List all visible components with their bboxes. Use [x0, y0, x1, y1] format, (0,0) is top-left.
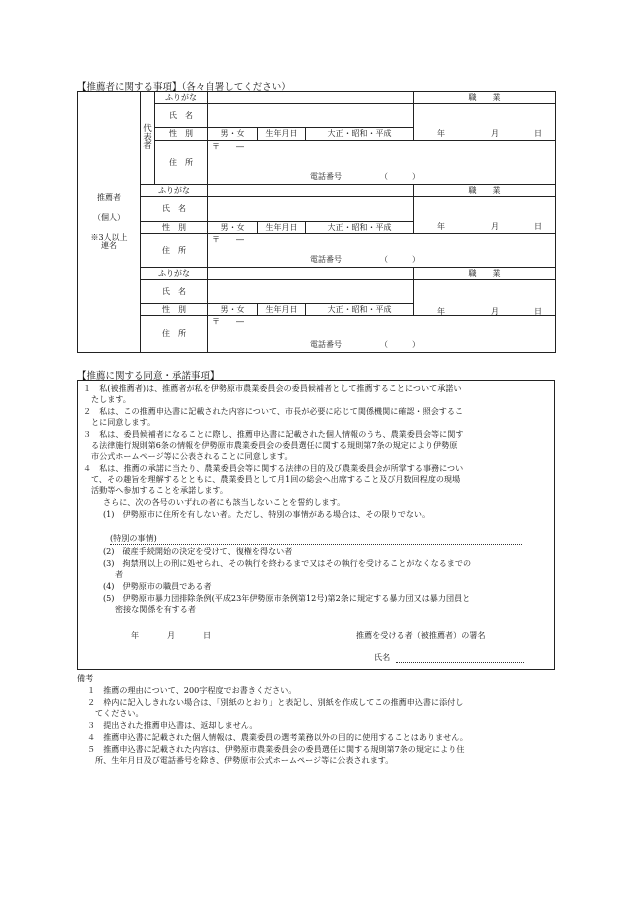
- note-line: １ 推薦の理由について、200字程度でお書きください。: [87, 685, 297, 695]
- year-label-3: 年: [437, 307, 445, 316]
- furigana-label: ふりがな: [155, 92, 208, 104]
- paren-close-2: ）: [412, 255, 420, 264]
- note-line: ４ 推薦申込書に記載された個人情報は、農業委員の選考業務以外の目的に使用することはありません。: [87, 732, 468, 742]
- name-field-1[interactable]: [208, 104, 414, 128]
- paren-open: （: [380, 172, 388, 181]
- gender-label-3: 性 別: [141, 304, 208, 316]
- note-line: ５ 推薦申込書に記載された内容は、伊勢原市農業委員会の委員選任に関する規則第7条の規定により住: [87, 744, 465, 754]
- era-options-3[interactable]: 大正・昭和・平成: [306, 304, 414, 316]
- recommender-table: [77, 91, 556, 353]
- individual-label: （個人）: [93, 213, 125, 222]
- rep-char-3: 者: [143, 141, 152, 152]
- name-label-2: 氏 名: [141, 197, 208, 222]
- month-label-2: 月: [491, 222, 499, 231]
- note-line: てください。: [95, 708, 144, 718]
- condition-item: (5) 伊勢原市暴力団排除条例(平成23年伊勢原市条例第12号)第2条に規定する暴力団又は暴力団員と: [103, 593, 471, 603]
- consent-line: 活動等へ参加することを承諾します。: [91, 485, 228, 495]
- note-line: ３ 提出された推薦申込書は、返却しません。: [87, 720, 258, 730]
- address-label-3: 住 所: [141, 316, 208, 353]
- day-label-1: 日: [534, 129, 542, 138]
- consent-line: ２ 私は、この推薦申込書に記載された内容について、市長が必要に応じて関係機関に確認・照会するこ: [83, 406, 464, 416]
- joint-names-note: 連名: [101, 241, 117, 250]
- month-label-3: 月: [491, 307, 499, 316]
- gender-options-1[interactable]: 男・女: [208, 128, 258, 141]
- gender-label-2: 性 別: [141, 222, 208, 234]
- signature-name-label: 氏名: [374, 652, 391, 662]
- condition-item: (3) 拘禁刑以上の刑に処せられ、その執行を終わるまで又はその執行を受けることがなくなるまでの: [103, 558, 472, 568]
- postal-mark-3: 〒 ―: [212, 317, 244, 326]
- consent-line: 市公式ホームページ等に公表されることに同意します。: [91, 451, 293, 461]
- month-label-1: 月: [491, 129, 499, 138]
- paren-open-2: （: [380, 255, 388, 264]
- birthdate-label: 生年月日: [258, 128, 306, 141]
- postal-mark: 〒 ―: [212, 142, 244, 151]
- name-label-3: 氏 名: [141, 280, 208, 304]
- recommender-label: 推薦者: [97, 193, 121, 202]
- condition-item: (2) 破産手続開始の決定を受けて、復権を得ない者: [103, 546, 293, 556]
- name-field-3[interactable]: [208, 280, 414, 304]
- date-month-label: 月: [167, 630, 176, 640]
- consent-line: ３ 私は、委員候補者になることに際し、推薦申込書に記載された個人情報のうち、農業委員会等に関す: [83, 429, 464, 439]
- phone-label-2: 電話番号: [310, 255, 342, 264]
- condition-item: (1) 伊勢原市に住所を有しない者。ただし、特別の事情がある場合は、その限りでない。: [103, 509, 431, 519]
- date-year-label: 年: [131, 630, 140, 640]
- gender-options-3[interactable]: 男・女: [208, 304, 258, 316]
- address-field-1[interactable]: [208, 141, 556, 185]
- occupation-label-2: 職 業: [414, 185, 556, 197]
- consent-line: て、その趣旨を理解するとともに、農業委員として月1回の総会へ出席すること及び月数回程度の現場: [91, 474, 461, 484]
- signature-name-line[interactable]: [396, 662, 524, 663]
- representative-label-cell: [141, 92, 155, 185]
- phone-label-3: 電話番号: [310, 340, 342, 349]
- era-options-2[interactable]: 大正・昭和・平成: [306, 222, 414, 234]
- recommender-section-title: 【推薦者に関する事項】（各々自署してください）: [77, 82, 291, 93]
- gender-label: 性 別: [155, 128, 208, 141]
- consent-line: とに同意します。: [91, 417, 156, 427]
- furigana-label-3: ふりがな: [141, 268, 208, 280]
- furigana-field-3[interactable]: [208, 268, 414, 280]
- postal-mark-2: 〒 ―: [212, 235, 244, 244]
- notes-title: 備考: [77, 673, 94, 683]
- phone-label: 電話番号: [310, 172, 342, 181]
- address-label-2: 住 所: [141, 234, 208, 268]
- condition-item-cont: 者: [115, 569, 124, 579]
- paren-close: ）: [412, 172, 420, 181]
- year-label-2: 年: [437, 222, 445, 231]
- furigana-field-2[interactable]: [208, 185, 414, 197]
- day-label-3: 日: [534, 307, 542, 316]
- birthdate-label-2: 生年月日: [258, 222, 306, 234]
- date-day-label: 日: [203, 630, 212, 640]
- consent-line: ４ 私は、推薦の承諾に当たり、農業委員会等に関する法律の目的及び農業委員会が所掌する事務につい: [83, 463, 464, 473]
- paren-close-3: ）: [412, 340, 420, 349]
- consent-line: る法律施行規則第6条の情報を伊勢原市農業委員会の委員選任に関する規則第7条の規定により伊勢原: [91, 440, 458, 450]
- consent-line: １ 私(被推薦者)は、推薦者が私を伊勢原市農業委員会の委員候補者として推薦することについて承諾い: [83, 383, 462, 393]
- note-line: ２ 枠内に記入しきれない場合は、「別紙のとおり」と表記し、別紙を作成してこの推薦申込書に添付し: [87, 697, 464, 707]
- era-options-1[interactable]: 大正・昭和・平成: [306, 128, 414, 141]
- furigana-label-2: ふりがな: [141, 185, 208, 197]
- gender-options-2[interactable]: 男・女: [208, 222, 258, 234]
- consent-line: たします。: [91, 394, 131, 404]
- paren-open-3: （: [380, 340, 388, 349]
- address-label: 住 所: [155, 141, 208, 185]
- furigana-field-1[interactable]: [208, 92, 414, 104]
- consent-line: さらに、次の各号のいずれの者にも該当しないことを誓約します。: [103, 497, 346, 507]
- rep-char-1: 代: [143, 124, 152, 135]
- note-line: 所、生年月日及び電話番号を除き、伊勢原市公式ホームページ等に公表されます。: [95, 755, 394, 765]
- name-label: 氏 名: [155, 104, 208, 128]
- occupation-label: 職 業: [414, 92, 556, 104]
- day-label-2: 日: [534, 222, 542, 231]
- year-label-1: 年: [437, 129, 445, 138]
- address-field-2[interactable]: [208, 234, 556, 268]
- occupation-label-3: 職 業: [414, 268, 556, 280]
- name-field-2[interactable]: [208, 197, 414, 222]
- birthdate-label-3: 生年月日: [258, 304, 306, 316]
- special-circumstances-label: (特別の事情): [110, 533, 157, 543]
- condition-item: (4) 伊勢原市の職員である者: [103, 581, 212, 591]
- special-circumstances-line[interactable]: [110, 544, 522, 545]
- address-field-3[interactable]: [208, 316, 556, 353]
- condition-item-cont: 密接な関係を有する者: [115, 604, 196, 614]
- three-or-more-note: ※3人以上: [90, 233, 128, 242]
- rep-char-2: 表: [143, 132, 152, 143]
- consent-box: [77, 380, 555, 670]
- consent-section-title: 【推薦に関する同意・承諾事項】: [77, 371, 220, 382]
- signature-heading: 推薦を受ける者（被推薦者）の署名: [356, 630, 486, 640]
- recommender-label-cell: [78, 92, 141, 353]
